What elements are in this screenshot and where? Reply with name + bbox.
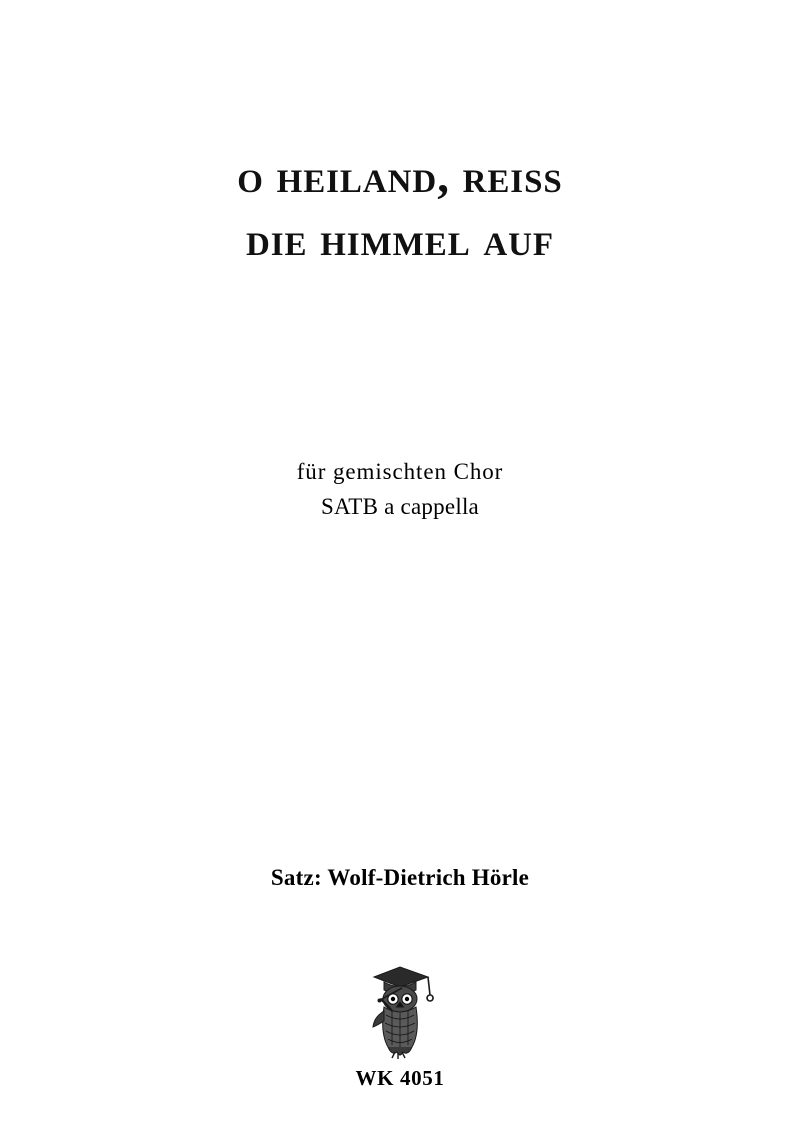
page-title xyxy=(0,150,800,269)
arranger-name: Satz: Wolf-Dietrich Hörle xyxy=(270,865,530,890)
subtitle-line-ensemble: für gemischten Chor xyxy=(296,459,504,484)
arranger-credit xyxy=(0,865,800,891)
catalog-number: WK 4051 xyxy=(355,1066,445,1090)
subtitle-line-voicing: SATB a cappella xyxy=(320,493,479,519)
subtitle xyxy=(0,455,800,524)
title-line-2: die himmel auf xyxy=(246,214,554,267)
owl-with-baton-logo xyxy=(340,955,460,1060)
title-line-1: o heiland, reiss xyxy=(237,151,563,203)
publisher-block xyxy=(0,955,800,1091)
